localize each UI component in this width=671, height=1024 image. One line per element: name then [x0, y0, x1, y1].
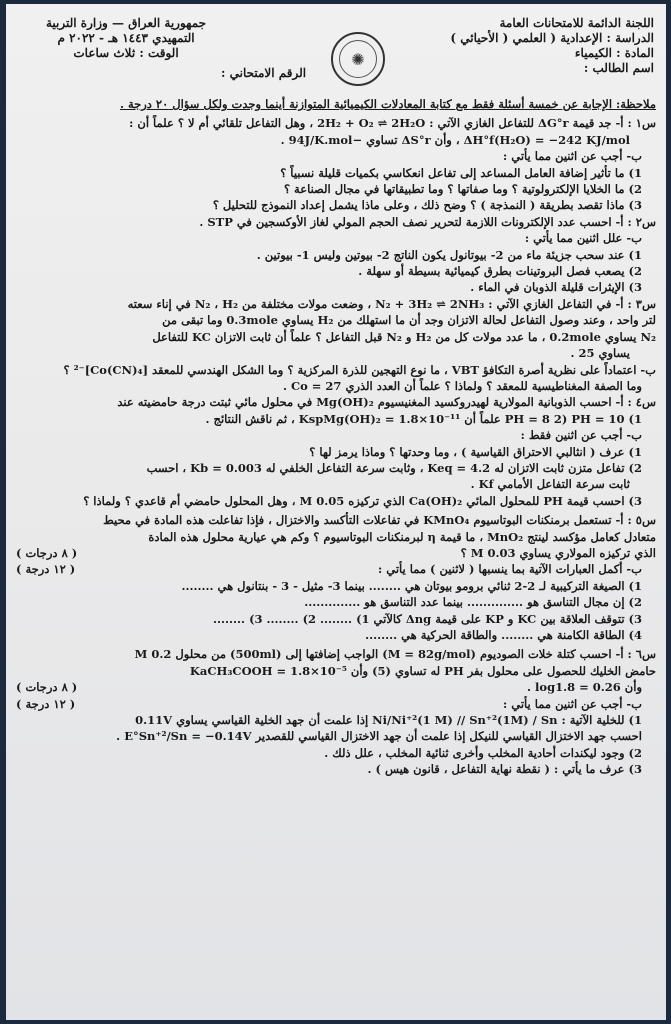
q1-line: 3) ماذا تقصد بطريقة ( النمذجة ) ؟ وضح ذلك ، وعلى ماذا يشمل إعداد النموذج للتحليل ؟ — [212, 198, 642, 213]
q4-line: ب- أجب عن اثنين فقط : — [520, 428, 642, 443]
q1-line: ΔH°f(H₂O) = −242 KJ/mol ، وأن ΔS°r تساوي −94J/K.mol . — [280, 132, 630, 147]
exam-paper — [6, 4, 666, 1020]
q5-line-text: الذي تركيزه المولاري يساوي 0.03 M ؟ — [460, 545, 656, 560]
marks-label: ( ٨ درجات ) — [16, 545, 78, 560]
q1-line: ب- أجب عن اثنين مما يأتي : — [503, 149, 642, 164]
q6-line: احسب جهد الاختزال القياسي للنيكل إذا علمت أن جهد الاختزال القياسي للقصدير E°Sn⁺²/Sn = −0.14V . — [116, 729, 642, 744]
header-line: جمهورية العراق — وزارة التربية — [46, 16, 207, 30]
exam-body — [16, 96, 656, 778]
q2-line: 2) يصعب فصل البروتينات بطرق كيميائية بسيطة أو سهلة . — [358, 264, 642, 279]
q6-line: حامض الخليك للحصول على محلول بفر PH له تساوي (5) وأن KaCH₃COOH = 1.8×10⁻⁵ — [189, 663, 656, 678]
q2-line: 1) عند سحب جزيئة ماء من 2- بيوتانول يكون الناتج 2- بيوتين وليس 1- بيوتين . — [256, 247, 642, 262]
header-line: اسم الطالب : — [583, 61, 654, 75]
instructions-note: ملاحظة: الإجابة عن خمسة أسئلة فقط مع كتابة المعادلات الكيميائية المتوازنة أينما وجدت ولكل سؤال ٢٠ درجة . — [119, 97, 656, 111]
q1-line: 1) ما تأثير إضافة العامل المساعد إلى تفاعل انعكاسي بكميات قليلة نسبياً ؟ — [280, 165, 642, 180]
q3-line: ب- اعتماداً على نظرية أصرة التكافؤ VBT ، ما نوع التهجين للذرة المركزية ؟ وما الشكل الهندسي للمعقد [Co(CN)₄]⁻² ؟ — [63, 362, 656, 377]
q3-line: س٣ : أ- في التفاعل الغازي الآتي : N₂ + 3H₂ ⇌ 2NH₃ ، وضعت مولات مختلفة من N₂ ، H₂ في إناء سعته — [127, 296, 656, 311]
seal-inner: ✺ — [339, 40, 377, 78]
q5-line: س٥ : أ- تستعمل برمنكنات البوتاسيوم KMnO₄ في تفاعلات التأكسد والاختزال ، فإذا تفاعلت هذه المادة في محيط — [103, 513, 656, 528]
marks-label: ( ٨ درجات ) — [16, 680, 78, 695]
q4-line: س٤ : أ- احسب الذوبانية المولارية لهيدروكسيد المغنيسيوم Mg(OH)₂ في محلول مائي ثبتت درجة حامضيته عند — [117, 395, 656, 410]
q4-line: 1) PH = 8 2) PH = 10 علماً أن KspMg(OH)₂ = 1.8×10⁻¹¹ ، ثم ناقش النتائج . — [205, 411, 642, 426]
q5-line: متعادل كعامل مؤكسد لينتج MnO₂ ، ما قيمة η لبرمنكنات البوتاسيوم ؟ وكم هي عيارية محلول هذه المادة — [148, 529, 656, 544]
q5-line: 3) تتوقف العلاقة بين KC و KP على قيمة Δng كالآتي 1) ........ 2) ........ 3) ........ — [213, 611, 642, 626]
header-line: التمهيدي ١٤٤٣ هـ - ٢٠٢٢ م — [57, 31, 195, 45]
q3-line: لتر واحد ، وعند وصول التفاعل لحالة الاتزان وجد أن ما استهلك من H₂ يساوي 0.3mole وما تبقى من — [162, 313, 656, 328]
q6-line-text: ب- أجب عن اثنين مما يأتي : — [503, 696, 642, 711]
marks-label: ( ١٢ درجة ) — [16, 696, 76, 711]
q6-line-text: وأن log1.8 = 0.26 . — [527, 680, 642, 695]
q6-line — [16, 696, 656, 712]
header-line: المادة : الكيمياء — [574, 46, 654, 60]
q5-line-text: ب- أكمل العبارات الآتية بما ينسبها ( لاثنين ) مما يأتي : — [378, 562, 642, 577]
q1-line: 2) ما الخلايا الإلكترولوتية ؟ وما صفاتها ؟ وما تطبيقاتها في مجال الصناعة ؟ — [283, 182, 642, 197]
q2-line: س٢ : أ- احسب عدد الإلكترونات اللازمة لتحرير نصف الحجم المولي لغاز الأوكسجين في STP . — [199, 214, 656, 229]
q4-line: 3) احسب قيمة PH للمحلول المائي Ca(OH)₂ الذي تركيزه 0.05 M ، وهل المحلول حامضي أم قاعدي ؟ ولماذا ؟ — [83, 493, 642, 508]
q6-line: 3) عرف ما يأتي : ( نقطة نهاية التفاعل ، قانون هيس ) . — [367, 762, 642, 777]
q6-line: س٦ : أ- احسب كتلة خلات الصوديوم (M = 82g/mol) الواجب إضافتها إلى (500ml) من محلول 0.2 M — [134, 647, 656, 662]
q5-line — [16, 561, 656, 577]
q3-line: وما الصفة المغناطيسية للمعقد ؟ ولماذا ؟ علماً أن العدد الذري Co = 27 . — [282, 378, 642, 393]
q4-line: 2) تفاعل متزن ثابت الاتزان له Keq = 4.2 ، وثابت سرعة التفاعل الخلفي له Kb = 0.003 ، احسب — [146, 460, 642, 475]
marks-label: ( ١٢ درجة ) — [16, 562, 76, 577]
header-right-block — [450, 16, 654, 76]
q5-line: 1) الصيغة التركيبية لـ 2-2 ثنائي برومو بيوتان هي ........ بينما 3- مثيل - 3 - بنتانول هي ........ — [181, 578, 642, 593]
q2-line: 3) الإيثرات قليلة الذوبان في الماء . — [470, 280, 642, 295]
header-line: اللجنة الدائمة للامتحانات العامة — [499, 16, 654, 30]
q5-line: 4) الطاقة الكامنة هي ........ والطاقة الحركية هي ........ — [365, 628, 642, 642]
q6-line — [16, 679, 656, 695]
q4-line: ثابت سرعة التفاعل الأمامي Kf . — [470, 477, 630, 492]
header-line: الدراسة : الإعدادية ( العلمي ( الأحيائي ) — [450, 31, 654, 45]
q1-line: س١ : أ- جد قيمة ΔG°r للتفاعل الغازي الآتي : 2H₂ + O₂ ⇌ 2H₂O ، وهل التفاعل تلقائي أم لا ؟ علماً أن : — [129, 116, 656, 131]
q5-line: 2) إن مجال التناسق هو .............. بينما عدد التناسق هو .............. — [304, 595, 642, 610]
exam-number-label: الرقم الامتحاني : — [221, 66, 307, 80]
q2-line: ب- علل اثنين مما يأتي : — [524, 231, 642, 246]
exam-header — [6, 4, 666, 99]
q5-line — [16, 545, 656, 561]
q4-line: 1) عرف ( انثالبي الاحتراق القياسية ) ، وما وحدتها ؟ وماذا يرمز لها ؟ — [309, 444, 642, 459]
header-left-block — [46, 16, 206, 61]
q6-line: 1) للخلية الآتية : Ni/Ni⁺²(1 M) // Sn⁺²(1M) / Sn إذا علمت أن جهد الخلية القياسي يساوي 0.11V — [135, 713, 642, 728]
q3-line: يساوي 25 . — [570, 346, 630, 361]
header-line: الوقت : ثلاث ساعات — [73, 46, 179, 60]
q3-line: N₂ يساوي 0.2mole ، ما عدد مولات كل من H₂ و N₂ قبل التفاعل ؟ علماً أن ثابت الاتزان KC للتفاعل — [152, 329, 656, 344]
q6-line: 2) وجود ليكندات أحادية المخلب وأخرى ثنائية المخلب ، علل ذلك . — [324, 745, 642, 760]
ministry-seal-icon — [331, 32, 385, 86]
